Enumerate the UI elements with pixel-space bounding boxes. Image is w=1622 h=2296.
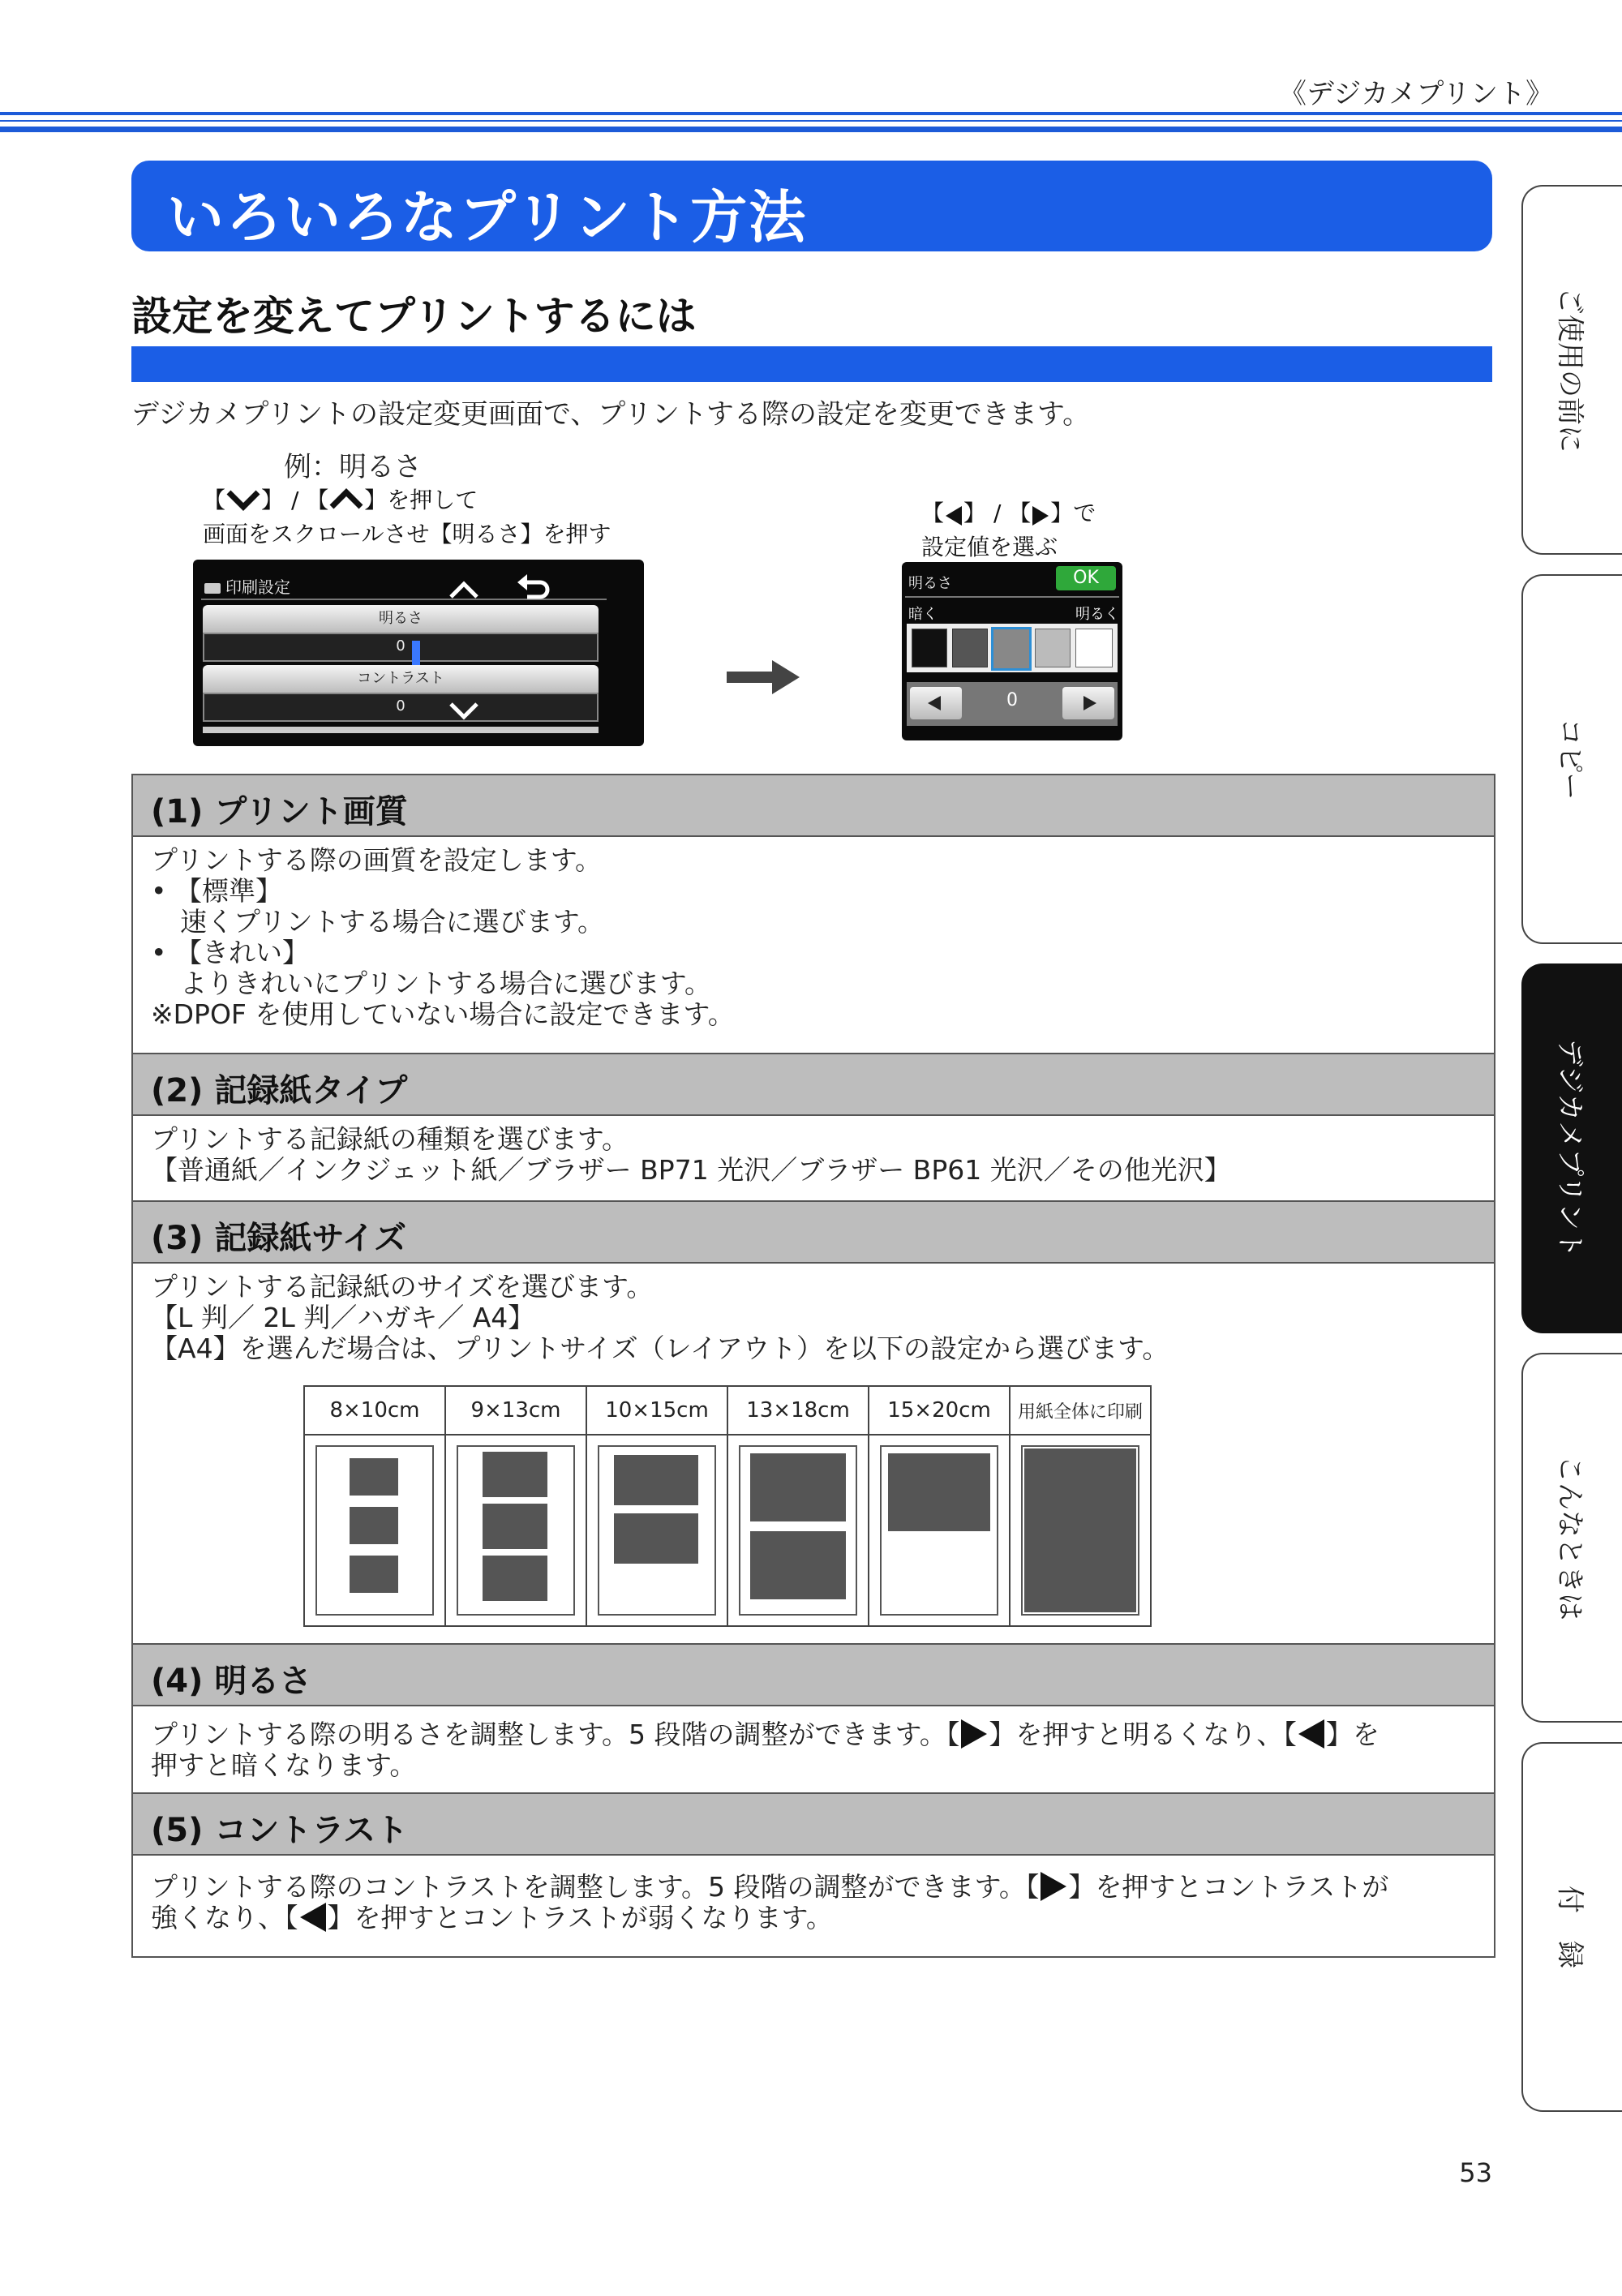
section-body (133, 1706, 1494, 1789)
layout-diagram-15x20 (869, 1435, 1010, 1626)
section-contrast (131, 1792, 1495, 1958)
lcd-divider (905, 596, 1119, 598)
layout-header: 10×15cm (586, 1386, 727, 1435)
level-swatch[interactable] (1035, 629, 1071, 667)
lcd-screen-print-settings (193, 560, 644, 746)
lcd-ok-button[interactable]: OK (1056, 566, 1116, 590)
body-line: プリントする際の画質を設定します。 (151, 844, 603, 876)
lcd-item-next (203, 727, 599, 733)
lcd-item-contrast[interactable] (203, 665, 599, 722)
side-tab-troubleshooting[interactable] (1521, 1353, 1622, 1723)
section-header-title: (5) コントラスト (151, 1812, 409, 1849)
lcd-value: 0 (1006, 690, 1018, 710)
section-header (133, 1794, 1494, 1856)
bullet-option: • 【きれい】 (151, 937, 309, 968)
lcd-bright-label: 明るく (1075, 606, 1119, 623)
section-header (133, 1645, 1494, 1706)
layout-header: 13×18cm (727, 1386, 869, 1435)
level-swatch[interactable] (912, 629, 947, 667)
triangle-left-icon (946, 506, 962, 526)
option-desc: 速くプリントする場合に選びます。 (180, 906, 605, 938)
section-body (133, 837, 1494, 1038)
side-tab-label: ご使用の前に (1553, 287, 1586, 453)
page-title-banner (131, 161, 1492, 251)
layout-options-table (303, 1385, 1152, 1627)
chevron-up-icon (328, 487, 364, 512)
layout-diagram-full-page (1010, 1435, 1151, 1626)
body-line: 【普通紙／インクジェット紙／ブラザー BP71 光沢／ブラザー BP61 光沢／その他光沢】 (151, 1154, 1231, 1186)
lcd-item-label: コントラスト (203, 665, 599, 693)
triangle-right-icon (1032, 506, 1049, 526)
layout-header: 9×13cm (445, 1386, 586, 1435)
triangle-left-icon (300, 1903, 326, 1932)
lcd-down-button-icon[interactable] (446, 697, 482, 722)
body-line: 押すと暗くなります。 (151, 1749, 417, 1781)
header-rule (0, 120, 1622, 122)
body-line: プリントする記録紙の種類を選びます。 (151, 1123, 629, 1155)
header-rule (0, 127, 1622, 132)
side-tab-label: 付 録 (1553, 1886, 1586, 1968)
section-header (133, 1202, 1494, 1264)
bullet-option: • 【標準】 (151, 875, 282, 907)
body-line: 強くなり、【 】を押すとコントラストが弱くなります。 (151, 1902, 833, 1933)
side-tab-copy[interactable] (1521, 574, 1622, 944)
lcd-screen-brightness (902, 562, 1122, 740)
note-text: ※DPOF を使用していない場合に設定できます。 (151, 998, 735, 1030)
lcd-item-brightness[interactable] (203, 605, 599, 662)
lcd-title: 印刷設定 (204, 574, 290, 598)
triangle-left-icon (928, 696, 941, 710)
lcd-back-icon[interactable] (516, 573, 551, 603)
level-swatch[interactable] (952, 629, 988, 667)
level-swatch-selected[interactable] (991, 627, 1032, 671)
triangle-left-icon (1298, 1719, 1324, 1749)
page-title: いろいろなプリント方法 (167, 184, 808, 251)
instruction-right: 【 】 / 【 】で 設定値を選ぶ (921, 500, 1096, 560)
lcd-level-selector (907, 624, 1118, 672)
section-paper-type (131, 1053, 1495, 1205)
side-tab-label: コピー (1553, 718, 1586, 800)
section-header (133, 1054, 1494, 1116)
lcd-scrollbar[interactable] (412, 641, 420, 665)
side-tab-digicam-print[interactable] (1521, 963, 1622, 1333)
section-body (133, 1264, 1494, 1372)
lcd-increase-button[interactable] (1062, 687, 1114, 719)
layout-diagram-13x18 (727, 1435, 869, 1626)
section-title-bar (131, 346, 1492, 382)
intro-text: デジカメプリントの設定変更画面で、プリントする際の設定を変更できます。 (131, 398, 1091, 431)
lcd-title: 明るさ (908, 575, 952, 592)
section-body (133, 1856, 1494, 1942)
layout-header: 8×10cm (304, 1386, 445, 1435)
layout-diagram-9x13 (445, 1435, 586, 1626)
camera-icon (204, 583, 221, 594)
section-header-title: (3) 記録紙サイズ (151, 1220, 407, 1257)
section-paper-size (131, 1200, 1495, 1648)
lcd-item-value: 0 (203, 693, 599, 722)
arrow-right-icon (727, 657, 800, 697)
side-tab-appendix[interactable] (1521, 1742, 1622, 2112)
layout-header: 15×20cm (869, 1386, 1010, 1435)
level-swatch[interactable] (1075, 629, 1113, 667)
lcd-decrease-button[interactable] (910, 687, 962, 719)
lcd-item-label: 明るさ (203, 605, 599, 633)
side-tab-label: デジカメプリント (1553, 1039, 1586, 1258)
instruction-left: 【 】 / 【 】を押して 画面をスクロールさせ【明るさ】を押す (203, 487, 611, 547)
lcd-up-button-icon[interactable] (446, 577, 482, 602)
section-header (133, 775, 1494, 837)
page-number: 53 (1459, 2157, 1492, 2188)
triangle-right-icon (961, 1719, 987, 1749)
side-tab-before-use[interactable] (1521, 185, 1622, 555)
body-line: プリントする記録紙のサイズを選びます。 (151, 1271, 654, 1302)
lcd-item-value: 0 (203, 633, 599, 662)
body-line: 【L 判／ 2L 判／ハガキ／ A4】 (151, 1302, 535, 1333)
section-brightness (131, 1643, 1495, 1797)
body-line: 【A4】を選んだ場合は、プリントサイズ（レイアウト）を以下の設定から選びます。 (151, 1333, 1169, 1364)
section-header-title: (2) 記録紙タイプ (151, 1072, 408, 1109)
section-print-quality (131, 774, 1495, 1058)
body-line: プリントする際のコントラストを調整します。5 段階の調整ができます。【 】を押すとコントラストが (151, 1871, 1389, 1903)
chevron-down-icon (225, 487, 261, 512)
triangle-right-icon (1083, 696, 1096, 710)
lcd-value-row (907, 682, 1118, 726)
layout-diagram-8x10 (304, 1435, 445, 1626)
layout-diagram-10x15 (586, 1435, 727, 1626)
header-section-label: 《デジカメプリント》 (1279, 78, 1553, 110)
header-rule (0, 112, 1622, 115)
section-header-title: (4) 明るさ (151, 1663, 312, 1700)
side-tab-label: こんなときは (1553, 1455, 1586, 1620)
body-line: プリントする際の明るさを調整します。5 段階の調整ができます。【 】を押すと明るくなり、【 】を (151, 1719, 1380, 1750)
example-label: 例：明るさ (284, 451, 422, 483)
section-header-title: (1) プリント画質 (151, 793, 408, 830)
section-body (133, 1116, 1494, 1194)
triangle-right-icon (1041, 1872, 1066, 1901)
option-desc: よりきれいにプリントする場合に選びます。 (180, 968, 712, 999)
layout-header: 用紙全体に印刷 (1010, 1386, 1151, 1435)
section-title: 設定を変えてプリントするには (131, 293, 697, 340)
lcd-dark-label: 暗く (908, 606, 938, 623)
